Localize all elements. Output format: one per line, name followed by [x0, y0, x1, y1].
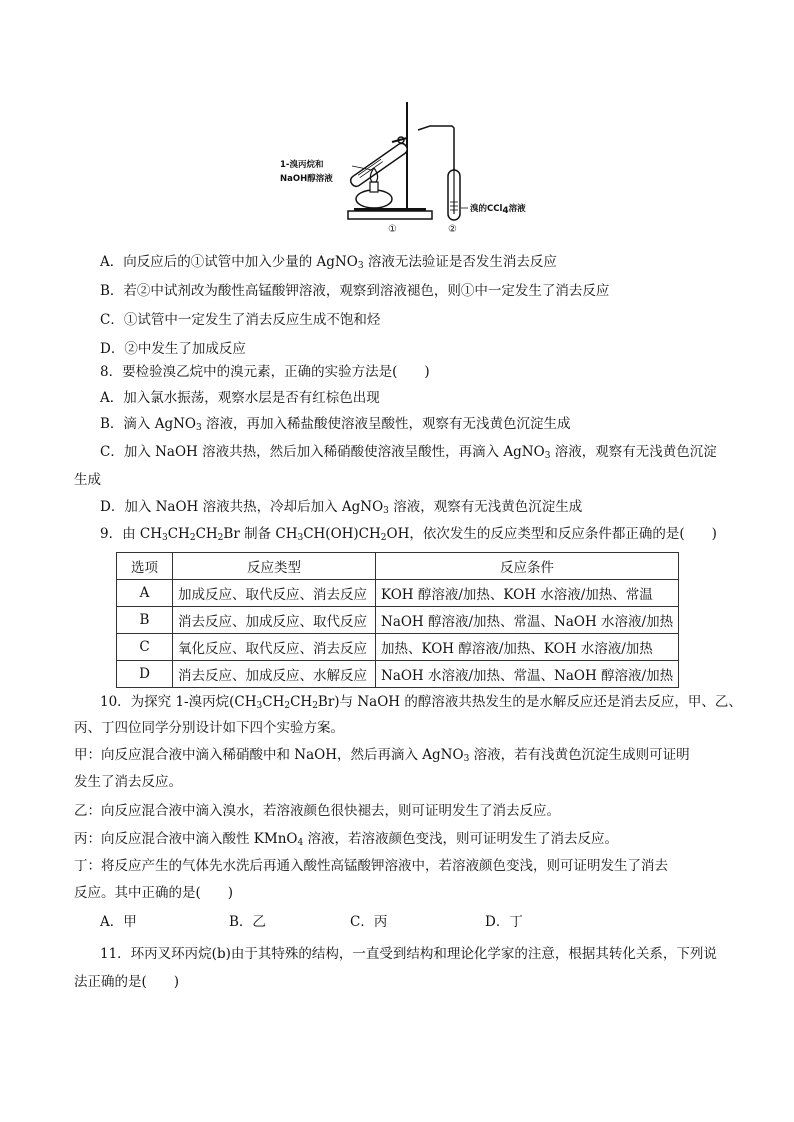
q10-plan-bing: 丙：向反应混合液中滴入酸性 KMnO$_4$ 溶液，若溶液颜色变浅，则可证明发生了消去反应。 — [74, 831, 618, 848]
row-reaction-condition: NaOH 醇溶液/加热、常温、NaOH 水溶液/加热 — [376, 607, 679, 634]
q8-option-a: A．加入氯水振荡，观察水层是否有红棕色出现 — [100, 390, 380, 406]
reagent-label-line2: NaOH醇溶液 — [280, 174, 333, 184]
q10-choice-a: A．甲 — [100, 914, 137, 930]
row-reaction-condition: KOH 醇溶液/加热、KOH 水溶液/加热、常温 — [376, 580, 679, 607]
tube-label: 溴的CCl$_4$溶液 — [470, 204, 526, 216]
q11-stem-line1: 11．环丙叉环丙烷(b)由于其特殊的结构，一直受到结构和理论化学家的注意，根据其转化关系，下列说 — [100, 946, 717, 962]
table-row — [117, 661, 679, 688]
q7-option-c: C．①试管中一定发生了消去反应生成不饱和烃 — [100, 312, 381, 328]
row-reaction-type: 氧化反应、取代反应、消去反应 — [173, 634, 376, 661]
apparatus-number-2: ② — [448, 224, 457, 235]
table-row — [117, 580, 679, 607]
q10-stem-line2: 丙、丁四位同学分别设计如下四个实验方案。 — [74, 720, 344, 736]
row-option: B — [117, 607, 173, 634]
q10-choice-c: C．丙 — [350, 914, 388, 930]
row-reaction-type: 消去反应、加成反应、水解反应 — [173, 661, 376, 688]
table-header-row — [117, 553, 679, 580]
header-option: 选项 — [117, 553, 173, 580]
row-option: C — [117, 634, 173, 661]
header-reaction-type: 反应类型 — [173, 553, 376, 580]
row-reaction-condition: NaOH 水溶液/加热、常温、NaOH 醇溶液/加热 — [376, 661, 679, 688]
q10-plan-yi: 乙：向反应混合液中滴入溴水，若溶液颜色很快褪去，则可证明发生了消去反应。 — [74, 803, 560, 819]
reagent-label-line1: 1-溴丙烷和 — [280, 160, 324, 170]
row-reaction-condition: 加热、KOH 醇溶液/加热、KOH 水溶液/加热 — [376, 634, 679, 661]
q10-plan-ding-line2: 反应。其中正确的是( ) — [74, 885, 234, 901]
table-row — [117, 607, 679, 634]
q7-option-d: D．②中发生了加成反应 — [100, 341, 246, 357]
q8-option-b: B．滴入 AgNO$_3$ 溶液，再加入稀盐酸使溶液呈酸性，观察有无浅黄色沉淀生成 — [100, 416, 571, 433]
q10-choice-b: B．乙 — [229, 914, 266, 930]
q8-stem: 8．要检验溴乙烷中的溴元素，正确的实验方法是( ) — [100, 364, 430, 380]
q10-plan-ding-line1: 丁：将反应产生的气体先水洗后再通入酸性高锰酸钾溶液中，若溶液颜色变浅，则可证明发生了消去 — [74, 858, 668, 874]
row-option: D — [117, 661, 173, 688]
q9-options-table — [116, 552, 679, 688]
table-row — [117, 634, 679, 661]
row-option: A — [117, 580, 173, 607]
q10-plan-jia-line2: 发生了消去反应。 — [74, 774, 182, 790]
q10-choice-d: D．丁 — [485, 914, 523, 930]
q8-option-c-line2: 生成 — [74, 472, 101, 488]
apparatus-figure — [280, 98, 580, 240]
q10-plan-jia-line1: 甲：向反应混合液中滴入稀硝酸中和 NaOH，然后再滴入 AgNO$_3$ 溶液，若有浅黄色沉淀生成则可证明 — [74, 747, 690, 764]
q10-stem-line1: 10．为探究 1-溴丙烷$(CH_3CH_2CH_2Br)$与 NaOH 的醇溶液共热发生的是水解反应还是消去反应，甲、乙、 — [100, 694, 742, 711]
apparatus-number-1: ① — [388, 224, 397, 235]
q9-stem: 9．由 $CH_3CH_2CH_2Br$ 制备 $CH_3CH(OH)CH_2OH$，依次发生的反应类型和反应条件都正确的是( ) — [100, 526, 717, 543]
q7-option-b: B．若②中试剂改为酸性高锰酸钾溶液，观察到溶液褪色，则①中一定发生了消去反应 — [100, 283, 610, 299]
row-reaction-type: 消去反应、加成反应、取代反应 — [173, 607, 376, 634]
q8-option-c-line1: C．加入 NaOH 溶液共热，然后加入稀硝酸使溶液呈酸性，再滴入 AgNO$_3$ 溶液，观察有无浅黄色沉淀 — [100, 444, 717, 461]
apparatus-diagram — [280, 98, 580, 240]
row-reaction-type: 加成反应、取代反应、消去反应 — [173, 580, 376, 607]
q11-stem-line2: 法正确的是( ) — [74, 974, 180, 990]
q8-option-d: D．加入 NaOH 溶液共热，冷却后加入 AgNO$_3$ 溶液，观察有无浅黄色沉淀生成 — [100, 499, 583, 516]
header-reaction-condition: 反应条件 — [376, 553, 679, 580]
q7-option-a: A．向反应后的①试管中加入少量的 AgNO$_3$ 溶液无法验证是否发生消去反应 — [100, 254, 557, 271]
